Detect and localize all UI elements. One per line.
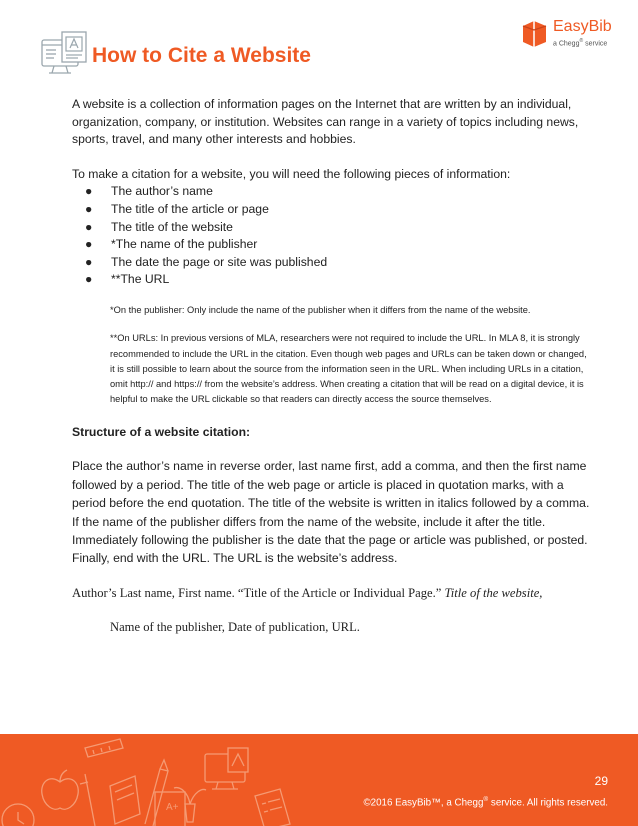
book-icon [110, 776, 140, 824]
plant-icon [174, 788, 206, 822]
footer-band [0, 734, 638, 826]
checklist-icon [255, 789, 290, 826]
graded-paper-icon [155, 792, 185, 826]
citation-example-line2: Name of the publisher, Date of publication, URL. [110, 620, 360, 635]
apple-icon [42, 770, 79, 809]
list-item: ● **The URL [72, 271, 592, 289]
list-item: ● The title of the website [72, 219, 592, 237]
bullet-icon: ● [85, 254, 93, 269]
copyright-text: ©2016 EasyBib™, a Chegg® service. All rights reserved. [363, 796, 608, 809]
list-item: ● The date the page or site was published [72, 254, 592, 272]
svg-text:A+: A+ [166, 802, 179, 813]
bullet-icon: ● [85, 237, 93, 252]
list-item: ● The author’s name [72, 183, 592, 201]
list-item: ● *The name of the publisher [72, 236, 592, 254]
bullet-icon: ● [85, 184, 93, 199]
main-content [72, 96, 592, 637]
logo-name: EasyBib [553, 18, 612, 35]
structure-paragraph: Place the author’s name in reverse order, last name first, add a comma, and then the first name followed by a period. The title of the web page or article is placed in quotation marks, with a period before the end quotation. The title of the website is written in italics followed by a comma. If the name of the publisher differs from the name of the website, include it after the title. Immediately following the publisher is the date that the page or article was published, or posted. Finally, end with the URL. The URL is the website’s address. [72, 459, 590, 566]
page-title: How to Cite a Website [92, 44, 311, 67]
info-list [72, 183, 592, 289]
publisher-note: *On the publisher: Only include the name of the publisher when it differs from the name of the website. [110, 304, 531, 315]
bullet-icon: ● [85, 272, 93, 287]
url-note: **On URLs: In previous versions of MLA, researchers were not required to include the URL. In MLA 8, it is strongly recommended to include the URL in the citation. Even though web pages and URLs can be taken down or changed, it is still possible to learn about the source from the information seen in the URL. When including URLs in a citation, omit http:// and https:// from the website’s address. When creating a citation that will be read on a digital device, it is helpful to make the URL clickable so that readers can directly access the source themselves. [110, 333, 587, 405]
website-document-icon [40, 30, 90, 76]
bullet-icon: ● [85, 201, 93, 216]
lead-paragraph: To make a citation for a website, you will need the following pieces of information: [72, 166, 511, 181]
ruler-icon [85, 739, 123, 757]
clock-icon [2, 804, 34, 826]
list-item: ● The title of the article or page [72, 201, 592, 219]
page-number: 29 [594, 774, 608, 788]
pencil-icon [145, 760, 168, 826]
section-heading: Structure of a website citation: [72, 424, 251, 439]
citation-example-line1: Author’s Last name, First name. “Title of the Article or Individual Page.” Title of the website, [72, 585, 543, 600]
computer-icon [205, 748, 248, 789]
intro-paragraph: A website is a collection of information pages on the Internet that are written by an individual, organization, company, or institution. Websites can range in a variety of topics including news, sports, travel, and many other interests and hobbies. [72, 97, 579, 147]
pen-icon [80, 774, 95, 826]
footer-illustration [0, 734, 638, 826]
bullet-icon: ● [85, 219, 93, 234]
logo-tagline: a Chegg® service [553, 38, 608, 48]
website-title-italic: Title of the website, [444, 585, 543, 600]
